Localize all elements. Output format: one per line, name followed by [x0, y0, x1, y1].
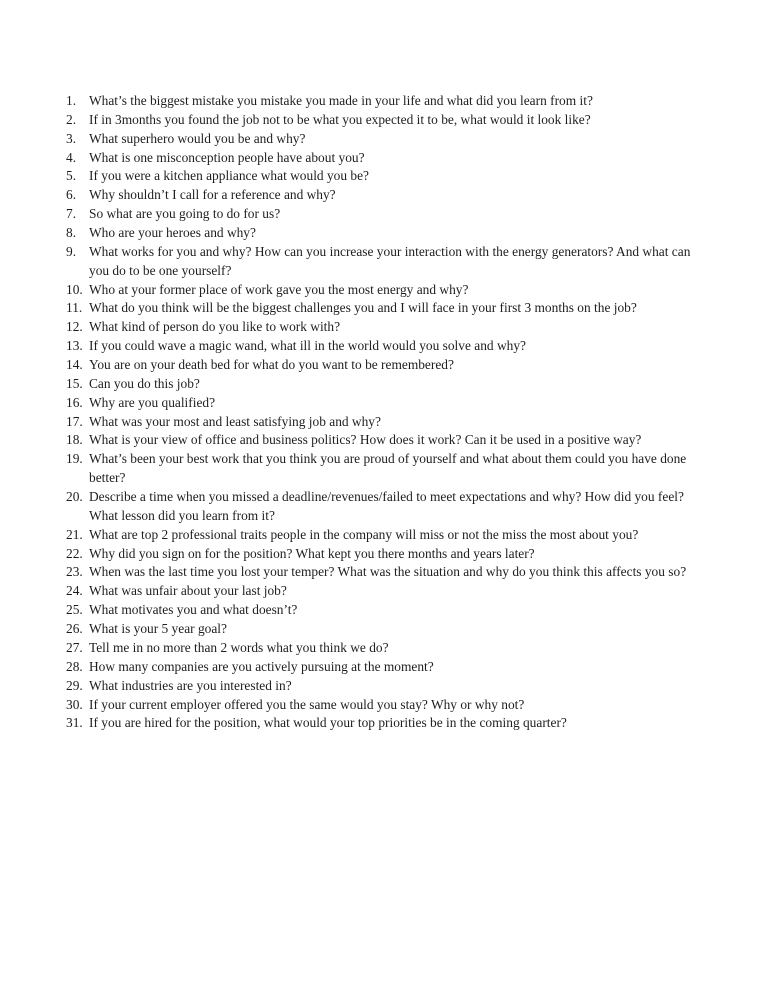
list-item	[66, 281, 706, 300]
question-text: What kind of person do you like to work with?	[89, 319, 341, 335]
question-number: 27.	[66, 639, 83, 655]
question-number: 10.	[66, 281, 83, 297]
question-text: What are top 2 professional traits people in the company will miss or not the miss the most about you?	[89, 526, 639, 542]
question-number: 1.	[66, 93, 77, 108]
list-item	[66, 375, 706, 394]
question-list	[66, 92, 706, 733]
list-item	[66, 431, 706, 450]
question-text: What superhero would you be and why?	[89, 130, 306, 146]
question-text: So what are you going to do for us?	[89, 206, 281, 222]
list-item	[66, 582, 706, 601]
question-number: 5.	[66, 168, 77, 184]
list-item	[66, 224, 706, 243]
list-item	[66, 243, 706, 281]
question-text: If in 3months you found the job not to be what you expected it to be, what would it look like?	[89, 111, 591, 127]
question-number: 9.	[66, 243, 77, 259]
question-text: What industries are you interested in?	[89, 677, 292, 693]
list-item	[66, 318, 706, 337]
question-number: 2.	[66, 111, 77, 127]
question-text: Why did you sign on for the position? What kept you there months and years later?	[89, 545, 535, 561]
question-number: 4.	[66, 149, 77, 165]
question-text: What do you think will be the biggest challenges you and I will face in your first 3 months on the job?	[89, 300, 637, 316]
list-item	[66, 639, 706, 658]
list-item	[66, 149, 706, 168]
question-number: 17.	[66, 413, 83, 429]
question-number: 16.	[66, 394, 83, 410]
question-number: 6.	[66, 187, 77, 203]
question-number: 22.	[66, 545, 83, 561]
question-number: 25.	[66, 602, 83, 618]
list-item	[66, 526, 706, 545]
list-item	[66, 545, 706, 564]
question-number: 8.	[66, 225, 77, 241]
list-item	[66, 620, 706, 639]
list-item	[66, 601, 706, 620]
list-item	[66, 413, 706, 432]
question-number: 29.	[66, 677, 83, 693]
question-text: If your current employer offered you the same would you stay? Why or why not?	[89, 696, 525, 712]
list-item	[66, 394, 706, 413]
question-text: What was unfair about your last job?	[89, 583, 287, 599]
list-item	[66, 356, 706, 375]
list-item	[66, 677, 706, 696]
question-text: Who at your former place of work gave you the most energy and why?	[89, 281, 469, 297]
list-item	[66, 450, 706, 488]
question-text: If you were a kitchen appliance what would you be?	[89, 168, 369, 184]
question-number: 24.	[66, 583, 83, 599]
question-text: Tell me in no more than 2 words what you think we do?	[89, 639, 389, 655]
list-item	[66, 658, 706, 677]
question-number: 19.	[66, 451, 83, 467]
question-text: When was the last time you lost your temper? What was the situation and why do you think this affects you so?	[89, 564, 687, 580]
question-text: Who are your heroes and why?	[89, 225, 256, 241]
list-item	[66, 111, 706, 130]
question-number: 21.	[66, 526, 83, 542]
question-number: 31.	[66, 715, 83, 731]
question-text: Why are you qualified?	[89, 394, 216, 410]
question-number: 26.	[66, 621, 83, 637]
question-number: 30.	[66, 696, 83, 712]
question-text: What works for you and why? How can you increase your interaction with the energy generators? And what can you do to be one yourself?	[89, 243, 691, 278]
question-text: What’s been your best work that you think you are proud of yourself and what about them could you have done better?	[89, 451, 687, 486]
question-text: You are on your death bed for what do you want to be remembered?	[89, 357, 454, 373]
list-item	[66, 205, 706, 224]
question-text: If you are hired for the position, what would your top priorities be in the coming quarter?	[89, 715, 567, 731]
list-item	[66, 167, 706, 186]
question-text: What’s the biggest mistake you mistake you made in your life and what did you learn from it?	[89, 93, 593, 108]
question-number: 18.	[66, 432, 83, 448]
question-number: 11.	[66, 300, 83, 316]
question-text: If you could wave a magic wand, what ill in the world would you solve and why?	[89, 338, 526, 354]
question-number: 14.	[66, 357, 83, 373]
list-item	[66, 714, 706, 733]
question-number: 28.	[66, 658, 83, 674]
list-item	[66, 488, 706, 526]
list-item	[66, 563, 706, 582]
list-item	[66, 92, 706, 111]
question-text: What is one misconception people have about you?	[89, 149, 365, 165]
question-number: 7.	[66, 206, 77, 222]
list-item	[66, 130, 706, 149]
question-number: 20.	[66, 489, 83, 505]
list-item	[66, 186, 706, 205]
question-number: 3.	[66, 130, 77, 146]
question-text: Describe a time when you missed a deadline/revenues/failed to meet expectations and why? How did you feel? What lesson did you learn from it?	[89, 489, 684, 523]
question-number: 13.	[66, 338, 83, 354]
question-number: 12.	[66, 319, 83, 335]
question-text: Why shouldn’t I call for a reference and why?	[89, 187, 336, 203]
list-item	[66, 696, 706, 715]
question-text: What was your most and least satisfying job and why?	[89, 413, 381, 429]
question-text: What is your view of office and business politics? How does it work? Can it be used in a positive way?	[89, 432, 642, 448]
question-number: 23.	[66, 564, 83, 580]
question-text: How many companies are you actively pursuing at the moment?	[89, 658, 434, 674]
question-text: What motivates you and what doesn’t?	[89, 602, 298, 618]
list-item	[66, 299, 706, 318]
question-text: What is your 5 year goal?	[89, 621, 227, 637]
question-number: 15.	[66, 375, 83, 391]
list-item	[66, 337, 706, 356]
question-text: Can you do this job?	[89, 375, 200, 391]
